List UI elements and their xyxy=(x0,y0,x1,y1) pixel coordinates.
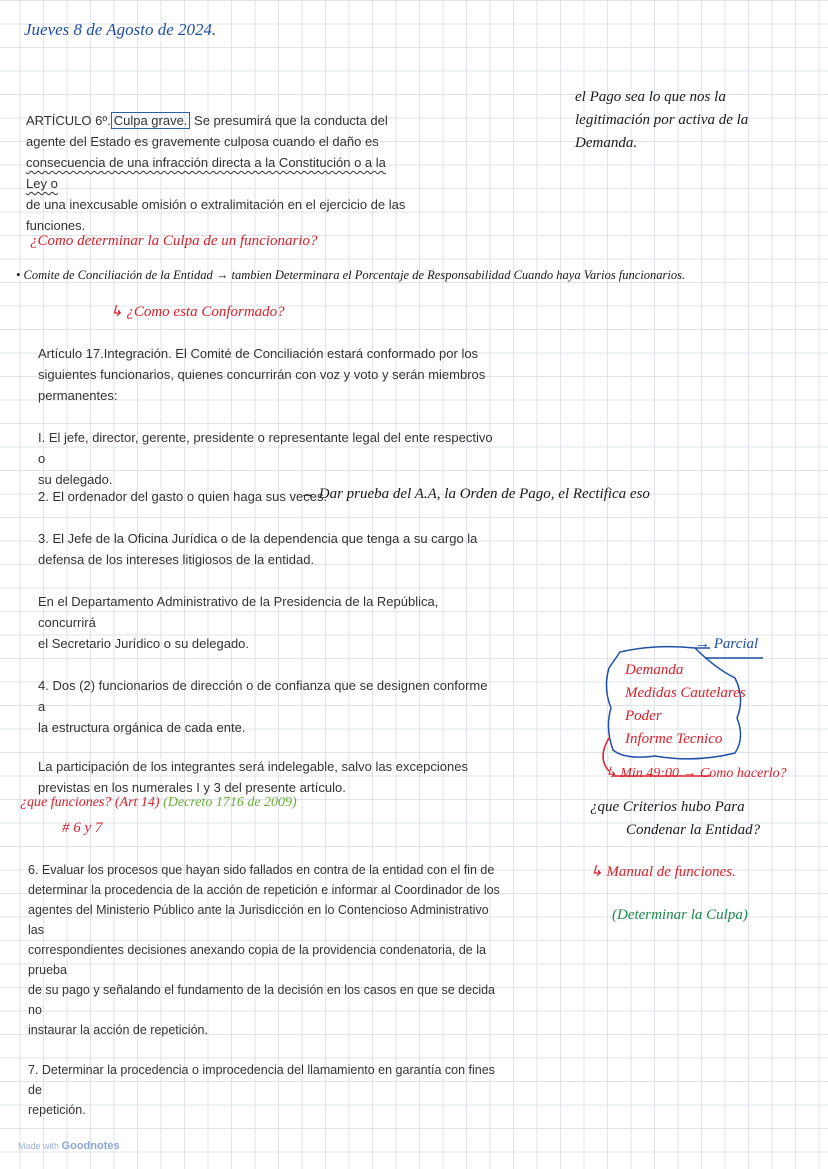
text: agentes del Ministerio Público ante la Jurisdicción en lo Contencioso Administrativo las xyxy=(28,903,489,937)
text: la estructura orgánica de cada ente. xyxy=(38,720,246,735)
text: 7. Determinar la procedencia o improcedencia del llamamiento en garantía con fines de xyxy=(28,1063,495,1097)
goodnotes-watermark xyxy=(18,1140,120,1152)
funciones-question xyxy=(20,795,297,811)
text: ↳ Min 49:00 xyxy=(605,766,679,781)
culpa-grave-highlight: Culpa grave. xyxy=(111,112,191,129)
text: funciones. xyxy=(26,218,86,233)
text: Made with xyxy=(18,1141,60,1151)
text: instaurar la acción de repetición. xyxy=(28,1023,208,1037)
text: el Pago sea lo que nos la xyxy=(575,89,726,105)
text: repetición. xyxy=(28,1103,86,1117)
text: ¿que funciones? (Art 14) xyxy=(20,795,160,810)
parcial-label: → Parcial xyxy=(695,636,759,652)
text: determinar la procedencia de la acción de repetición e informar al Coordinador de los xyxy=(28,883,500,897)
min-note xyxy=(605,765,787,782)
text: defensa de los intereses litigiosos de la entidad. xyxy=(38,552,315,567)
text: correspondientes decisiones anexando copia de la providencia condenatoria, de la prueba xyxy=(28,943,486,977)
text: agente del Estado es gravemente culposa cuando el daño es xyxy=(26,134,379,149)
text: En el Departamento Administrativo de la Presidencia de la República, concurrirá xyxy=(38,594,439,630)
article-label: ARTÍCULO 6º. xyxy=(26,113,111,128)
list-item: Medidas Cautelares xyxy=(625,685,746,701)
text: Artículo 17.Integración. El Comité de Conciliación estará conformado por los xyxy=(38,346,479,361)
numerals: # 6 y 7 xyxy=(62,820,103,836)
item-6 xyxy=(28,860,508,1120)
text: su delegado. xyxy=(38,472,113,487)
text: previstas en los numerales I y 3 del presente artículo. xyxy=(38,780,346,795)
bullet-comite: • Comite de Conciliación de la Entidad → tambien Determinara el Porcentaje de Responsabilidad Cuando haya Varios funcionarios. xyxy=(16,268,686,282)
manual-funciones: ↳ Manual de funciones. xyxy=(590,864,736,880)
question-culpa: ¿Como determinar la Culpa de un funcionario? xyxy=(30,233,318,249)
text: el Secretario Jurídico o su delegado. xyxy=(38,636,250,651)
text: 3. El Jefe de la Oficina Jurídica o de la dependencia que tenga a su cargo la xyxy=(38,531,478,546)
text: Comite de Conciliación de la Entidad → tambien Determinara el Porcentaje de Responsabilidad Cuando haya Varios funcionarios. xyxy=(23,268,686,282)
text: → Como hacerlo? xyxy=(682,766,787,781)
article-17 xyxy=(38,343,498,490)
text: Condenar la Entidad? xyxy=(626,822,761,838)
text: permanentes: xyxy=(38,388,118,403)
item-2: 2. El ordenador del gasto o quien haga sus veces. xyxy=(38,489,328,504)
text: Demanda. xyxy=(575,135,638,151)
text: La participación de los integrantes será indelegable, salvo las excepciones xyxy=(38,759,468,774)
criteria-question xyxy=(590,796,760,842)
text: consecuencia de una infracción directa a la Constitución o a la Ley o xyxy=(26,155,386,191)
list-item: Demanda xyxy=(625,662,684,678)
article-6 xyxy=(26,110,406,236)
text: 4. Dos (2) funcionarios de dirección o de confianza que se designen conforme a xyxy=(38,678,488,714)
text: Se presumirá que la conducta del xyxy=(194,113,388,128)
text: legitimación por activa de la xyxy=(575,112,749,128)
cloud-items xyxy=(625,659,746,751)
side-note xyxy=(575,86,748,155)
item-2-note: → Dar prueba del A.A, la Orden de Pago, el Rectifica eso xyxy=(300,486,650,502)
text: (Decreto 1716 de 2009) xyxy=(163,795,297,810)
text: 6. Evaluar los procesos que hayan sido fallados en contra de la entidad con el fin de xyxy=(28,863,495,877)
text: ¿que Criterios hubo Para xyxy=(590,799,745,815)
date-heading: Jueves 8 de Agosto de 2024. xyxy=(24,20,217,39)
list-item: Informe Tecnico xyxy=(625,731,723,747)
list-item: Poder xyxy=(625,708,662,724)
text: de su pago y señalando el fundamento de la decisión en los casos en que se decida no xyxy=(28,983,495,1017)
brand: Goodnotes xyxy=(61,1140,120,1152)
text: I. El jefe, director, gerente, presidente o representante legal del ente respectivo o xyxy=(38,430,493,466)
article-17-rest xyxy=(38,528,498,798)
text: siguientes funcionarios, quienes concurrirán con voz y voto y serán miembros xyxy=(38,367,486,382)
determinar-culpa: (Determinar la Culpa) xyxy=(612,907,748,923)
text: de una inexcusable omisión o extralimitación en el ejercicio de las xyxy=(26,197,406,212)
question-conformado: ↳ ¿Como esta Conformado? xyxy=(110,304,285,320)
